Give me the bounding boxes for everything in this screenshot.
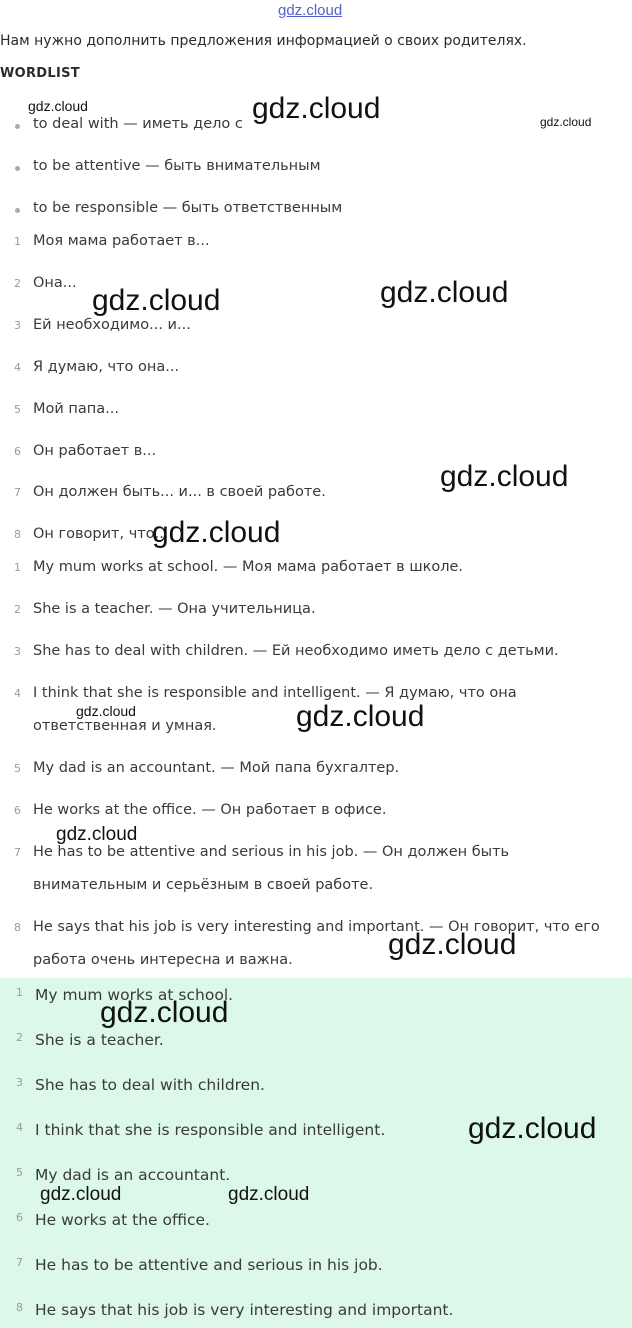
watermark: gdz.cloud (278, 2, 343, 19)
watermark: gdz.cloud (380, 276, 509, 309)
watermark: gdz.cloud (28, 98, 88, 114)
bullet-icon (15, 166, 20, 171)
watermark: gdz.cloud (100, 996, 229, 1029)
watermark: gdz.cloud (92, 284, 221, 317)
bullet-icon (15, 124, 20, 129)
watermark: gdz.cloud (388, 928, 517, 961)
watermark: gdz.cloud (56, 824, 138, 845)
instruction-text: Нам нужно дополнить предложения информацией о своих родителях. (0, 33, 527, 49)
watermark: gdz.cloud (152, 516, 281, 549)
watermark: gdz.cloud (468, 1112, 597, 1145)
watermark: gdz.cloud (540, 115, 592, 129)
bullet-icon (15, 208, 20, 213)
watermark: gdz.cloud (76, 703, 136, 719)
wordlist-heading: WORDLIST (0, 66, 80, 81)
watermark: gdz.cloud (440, 460, 569, 493)
watermark: gdz.cloud (228, 1184, 310, 1205)
watermark: gdz.cloud (296, 700, 425, 733)
watermark: gdz.cloud (40, 1184, 122, 1205)
watermark: gdz.cloud (252, 92, 381, 125)
